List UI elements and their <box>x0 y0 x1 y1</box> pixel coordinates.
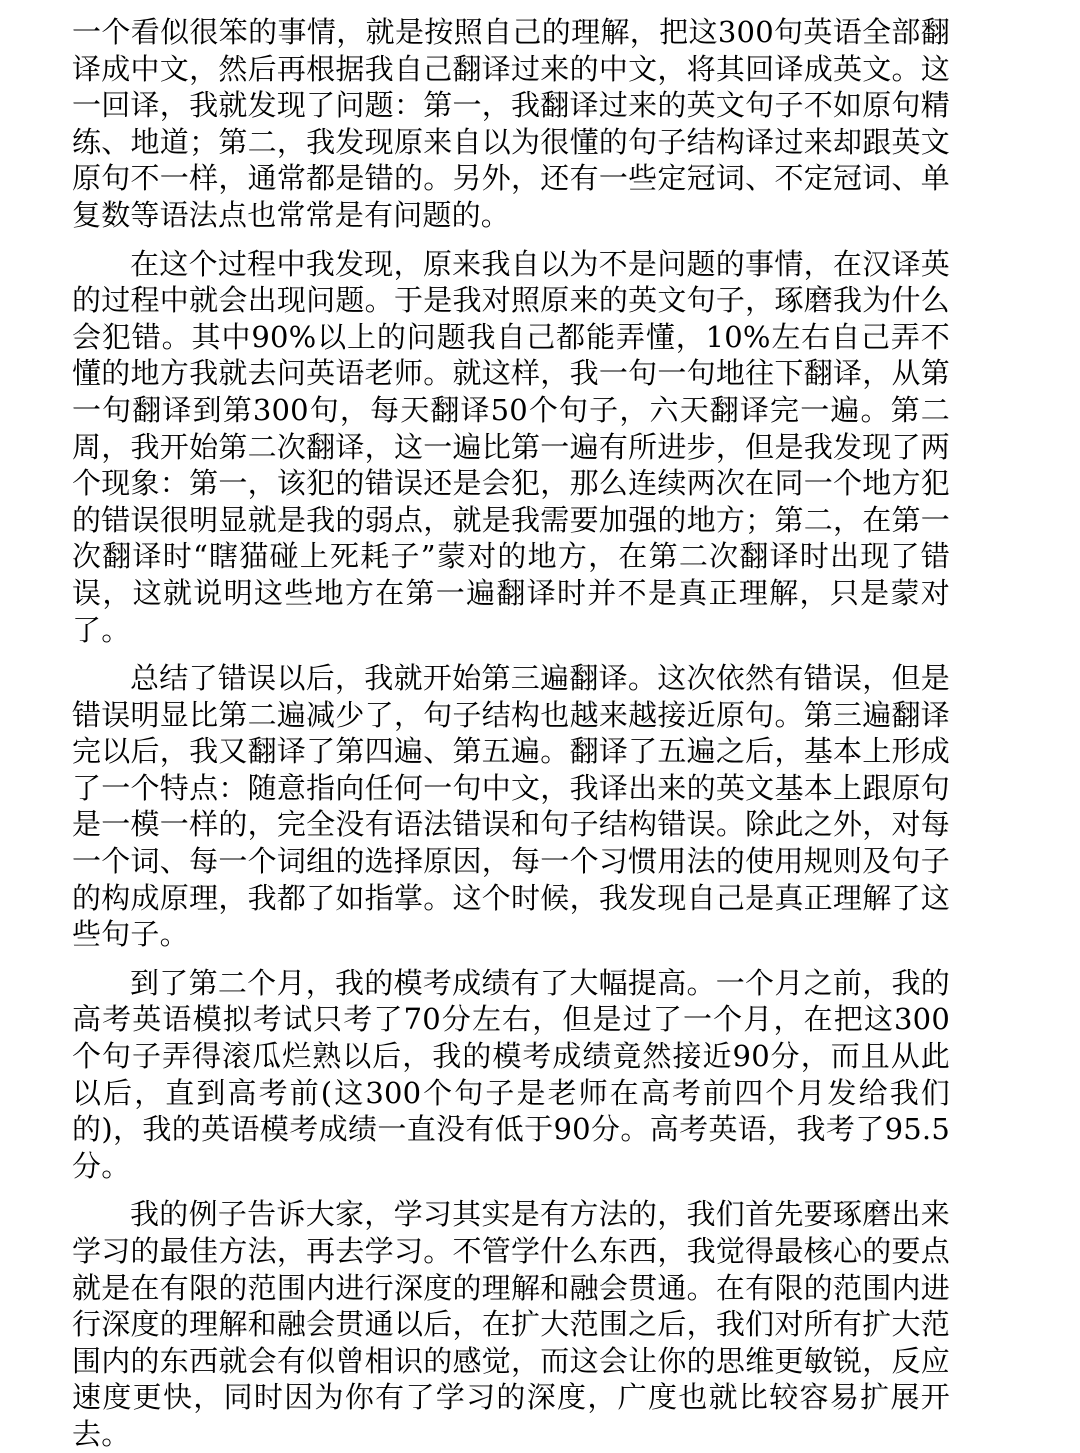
paragraph-4: 到了第二个月，我的模考成绩有了大幅提高。一个月之前，我的高考英语模拟考试只考了70分左右，但是过了一个月，在把这300个句子弄得滚瓜烂熟以后，我的模考成绩竟然接近90分，而且从此以后，直到高考前(这300个句子是老师在高考前四个月发给我们的)，我的英语模考成绩一直没有低于90分。高考英语，我考了95.5分。 <box>72 965 950 1183</box>
paragraph-5: 我的例子告诉大家，学习其实是有方法的，我们首先要琢磨出来学习的最佳方法，再去学习。不管学什么东西，我觉得最核心的要点就是在有限的范围内进行深度的理解和融会贯通。在有限的范围内进行深度的理解和融会贯通以后，在扩大范围之后，我们对所有扩大范围内的东西就会有似曾相识的感觉，而这会让你的思维更敏锐，反应速度更快，同时因为你有了学习的深度，广度也就比较容易扩展开去。 <box>72 1197 950 1451</box>
paragraph-2: 在这个过程中我发现，原来我自以为不是问题的事情，在汉译英的过程中就会出现问题。于是我对照原来的英文句子，琢磨我为什么会犯错。其中90%以上的问题我自己都能弄懂，10%左右自己弄不懂的地方我就去问英语老师。就这样，我一句一句地往下翻译，从第一句翻译到第300句，每天翻译50个句子，六天翻译完一遍。第二周，我开始第二次翻译，这一遍比第一遍有所进步，但是我发现了两个现象：第一，该犯的错误还是会犯，那么连续两次在同一个地方犯的错误很明显就是我的弱点，就是我需要加强的地方；第二，在第一次翻译时“瞎猫碰上死耗子”蒙对的地方，在第二次翻译时出现了错误，这就说明这些地方在第一遍翻译时并不是真正理解，只是蒙对了。 <box>72 246 950 647</box>
paragraph-1: 一个看似很笨的事情，就是按照自己的理解，把这300句英语全部翻译成中文，然后再根据我自己翻译过来的中文，将其回译成英文。这一回译，我就发现了问题：第一，我翻译过来的英文句子不如原句精练、地道；第二，我发现原来自以为很懂的句子结构译过来却跟英文原句不一样，通常都是错的。另外，还有一些定冠词、不定冠词、单复数等语法点也常常是有问题的。 <box>72 15 950 232</box>
document-page <box>72 14 950 1451</box>
paragraph-3: 总结了错误以后，我就开始第三遍翻译。这次依然有错误，但是错误明显比第二遍减少了，句子结构也越来越接近原句。第三遍翻译完以后，我又翻译了第四遍、第五遍。翻译了五遍之后，基本上形成了一个特点：随意指向任何一句中文，我译出来的英文基本上跟原句是一模一样的，完全没有语法错误和句子结构错误。除此之外，对每一个词、每一个词组的选择原因，每一个习惯用法的使用规则及句子的构成原理，我都了如指掌。这个时候，我发现自己是真正理解了这些句子。 <box>72 661 950 952</box>
